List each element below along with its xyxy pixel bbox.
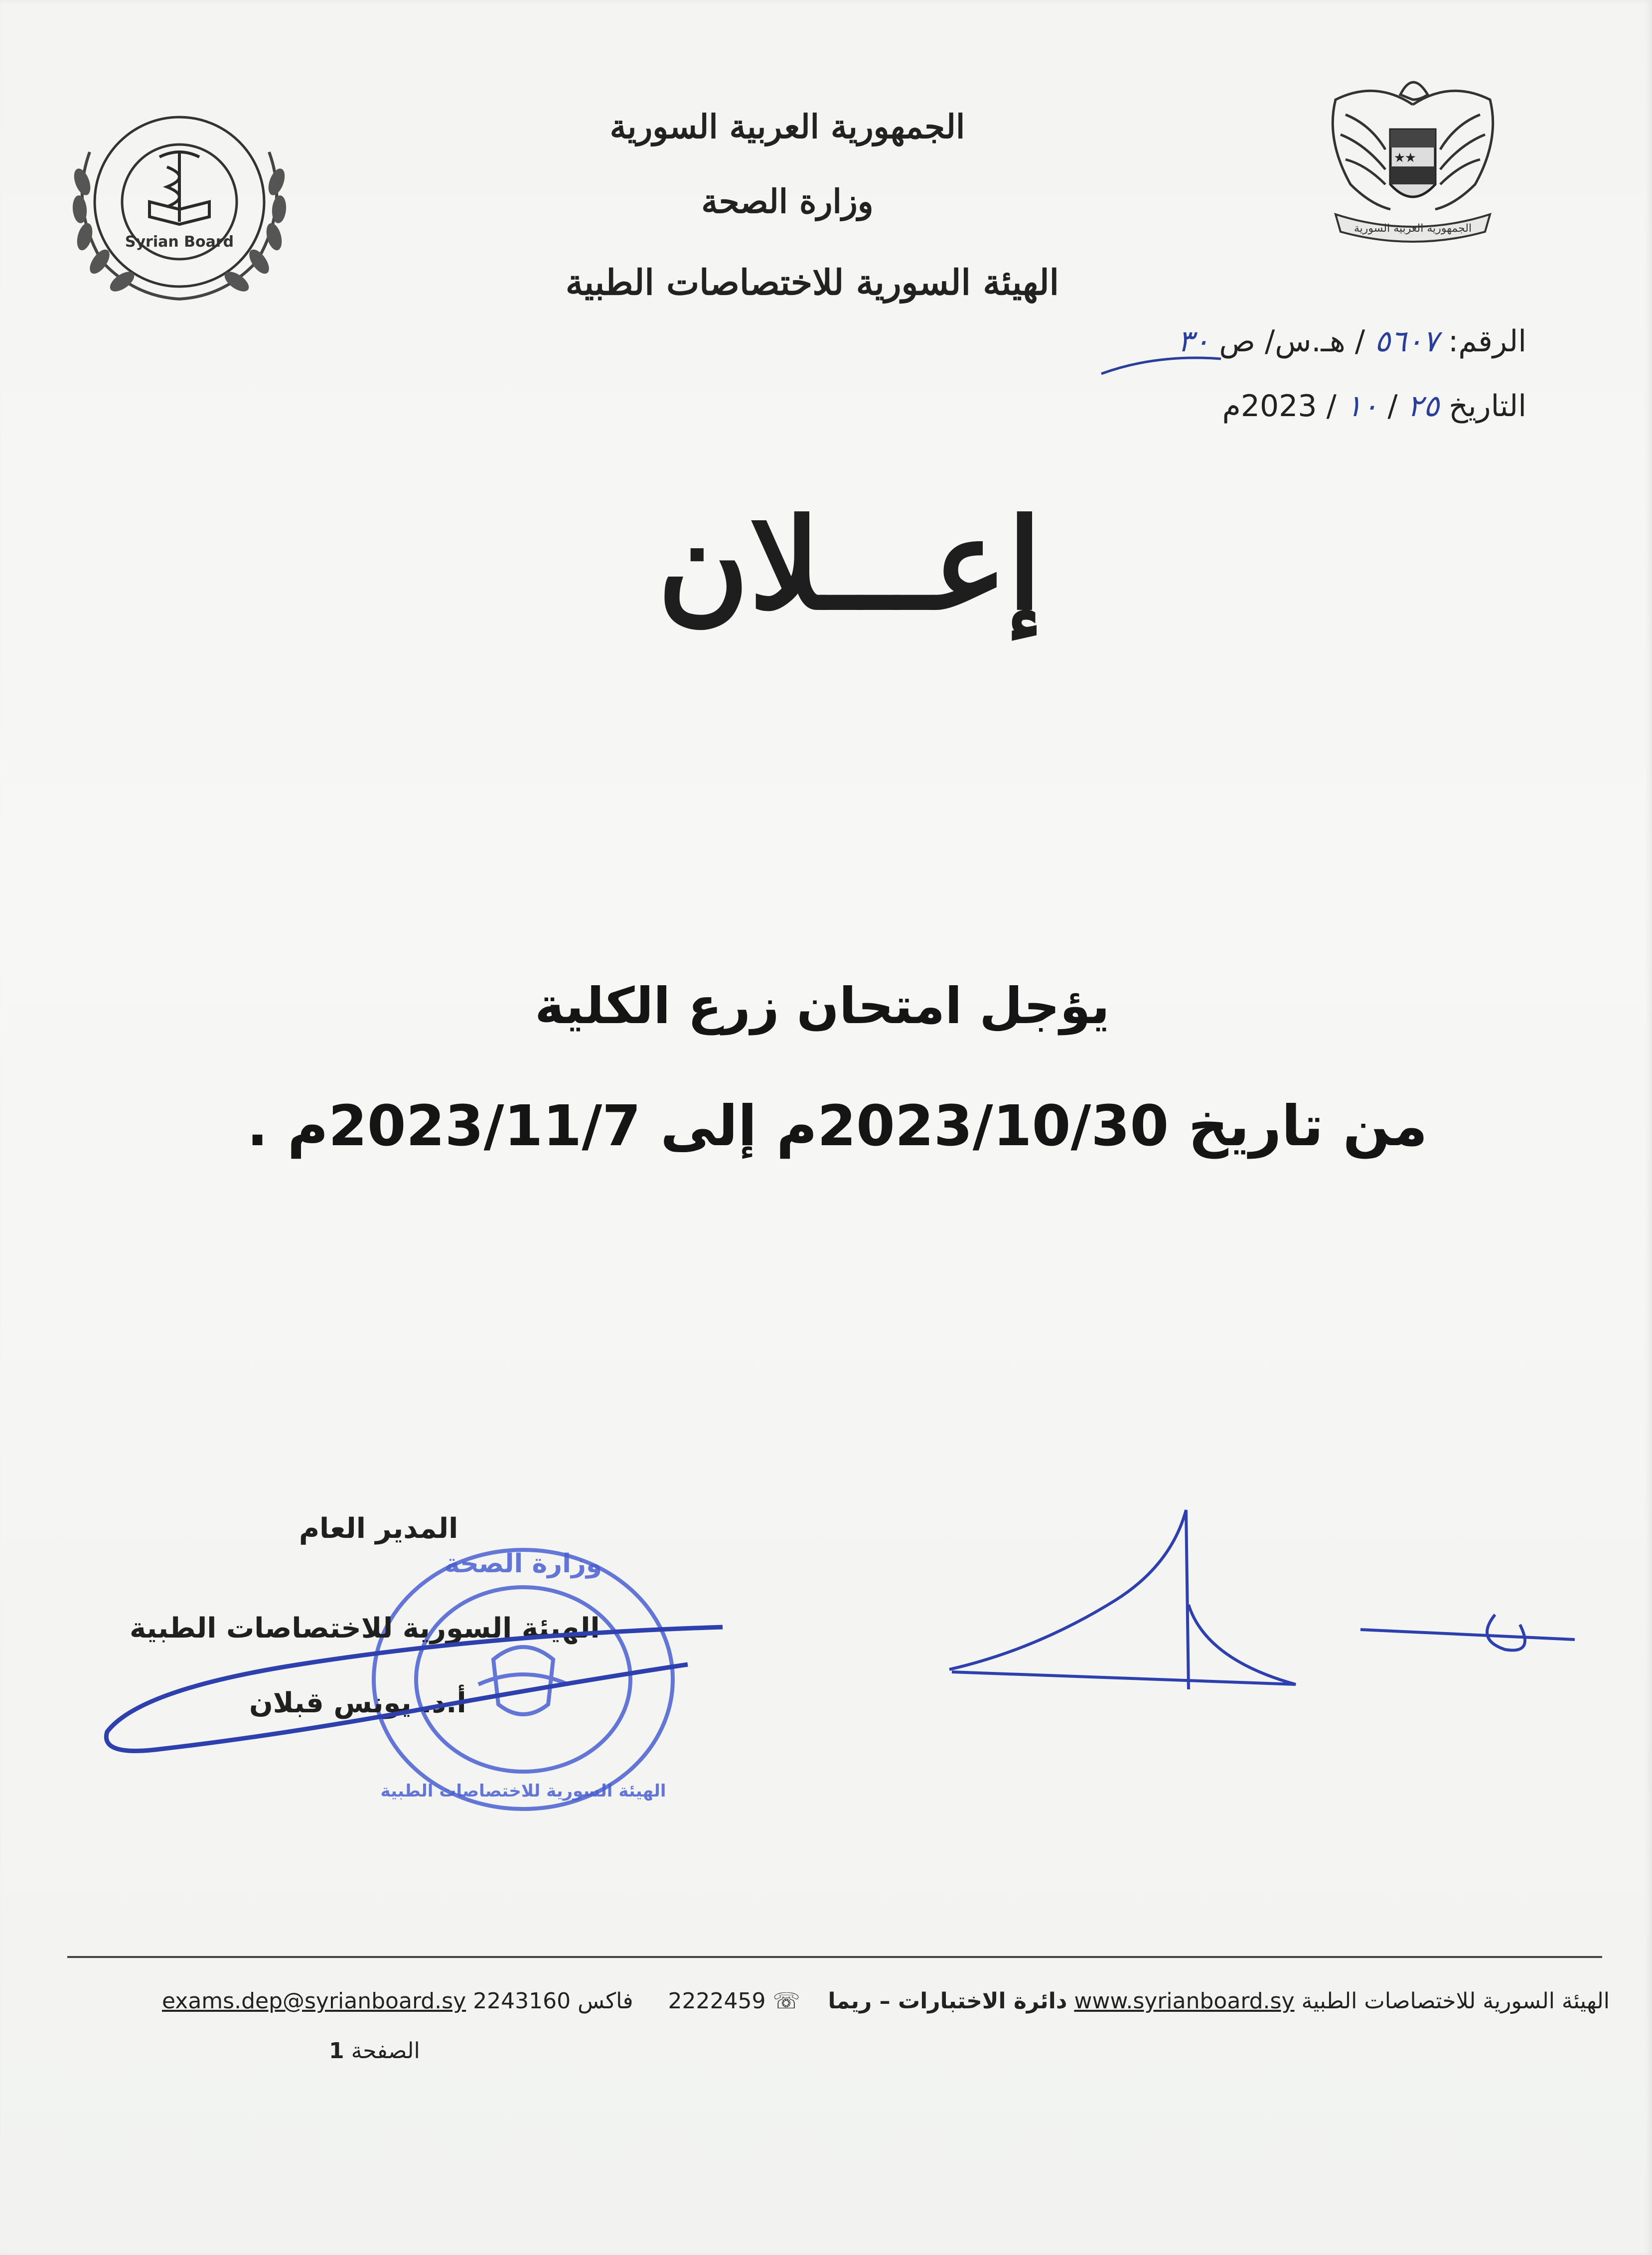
signatory-name: أ.د. يونس قبلان bbox=[249, 1687, 466, 1719]
signatory-organization: الهيئة السورية للاختصاصات الطبية bbox=[130, 1612, 600, 1645]
svg-text:★: ★ bbox=[1404, 150, 1416, 165]
page-number bbox=[329, 2038, 420, 2064]
reference-date-day: ٢٥ bbox=[1407, 389, 1440, 424]
phone-icon: ☏ bbox=[772, 1988, 800, 2014]
director-signature bbox=[90, 1605, 738, 1779]
announcement-line-2: من تاريخ 2023/10/30م إلى 2023/11/7م . bbox=[247, 1094, 1428, 1159]
reference-number-code: / هـ.س/ ص bbox=[1219, 324, 1365, 359]
page-label: الصفحة bbox=[351, 2038, 420, 2064]
announcement-title: إعـــلان bbox=[657, 491, 1042, 637]
footer-email-link[interactable]: exams.dep@syrianboard.sy bbox=[162, 1988, 466, 2014]
small-signature bbox=[1355, 1595, 1580, 1669]
reference-date-month: ١٠ bbox=[1346, 389, 1378, 424]
footer-contact bbox=[90, 1988, 1610, 2014]
secondary-signature bbox=[937, 1500, 1425, 1699]
footer-website-link[interactable]: www.syrianboard.sy bbox=[1074, 1988, 1295, 2014]
reference-number-value: ٥٦٠٧ bbox=[1374, 324, 1439, 359]
stamp-bottom-text: الهيئة السورية للاختصاصات الطبية bbox=[380, 1781, 666, 1801]
letterhead-commission: الهيئة السورية للاختصاصات الطبية bbox=[565, 262, 1059, 303]
stamp-top-text: وزارة الصحة bbox=[444, 1549, 602, 1579]
footer-fax: 2243160 bbox=[473, 1988, 571, 2014]
announcement-line-1: يؤجل امتحان زرع الكلية bbox=[535, 977, 1110, 1035]
footer-divider bbox=[67, 1956, 1602, 1958]
reference-date: التاريخ ٢٥ / ١٠ / 2023م bbox=[1222, 389, 1526, 424]
reference-number bbox=[1178, 324, 1526, 359]
emblem-ribbon-text: الجمهورية العربية السورية bbox=[1353, 222, 1472, 235]
reference-date-year: 2023م bbox=[1222, 389, 1317, 424]
reference-number-label: الرقم: bbox=[1448, 324, 1526, 359]
reference-date-label: التاريخ bbox=[1449, 389, 1526, 424]
footer-phone: 2222459 bbox=[668, 1988, 766, 2014]
syrian-eagle-emblem bbox=[1316, 60, 1510, 249]
footer-fax-label: فاكس bbox=[578, 1988, 633, 2014]
page-number-value: 1 bbox=[329, 2038, 344, 2064]
seal-label: Syrian Board bbox=[125, 233, 234, 251]
syrian-board-seal-logo bbox=[55, 97, 304, 311]
footer-department: دائرة الاختبارات – ريما bbox=[828, 1988, 1067, 2014]
letterhead-ministry: وزارة الصحة bbox=[701, 182, 874, 221]
reference-number-handwritten: ٣٠ bbox=[1177, 324, 1210, 359]
signatory-title: المدير العام bbox=[299, 1512, 458, 1545]
handwritten-stroke bbox=[1096, 344, 1226, 384]
footer-organization: الهيئة السورية للاختصاصات الطبية bbox=[1301, 1988, 1610, 2014]
svg-text:★: ★ bbox=[1393, 150, 1405, 165]
letterhead-country: الجمهورية العربية السورية bbox=[609, 107, 965, 146]
